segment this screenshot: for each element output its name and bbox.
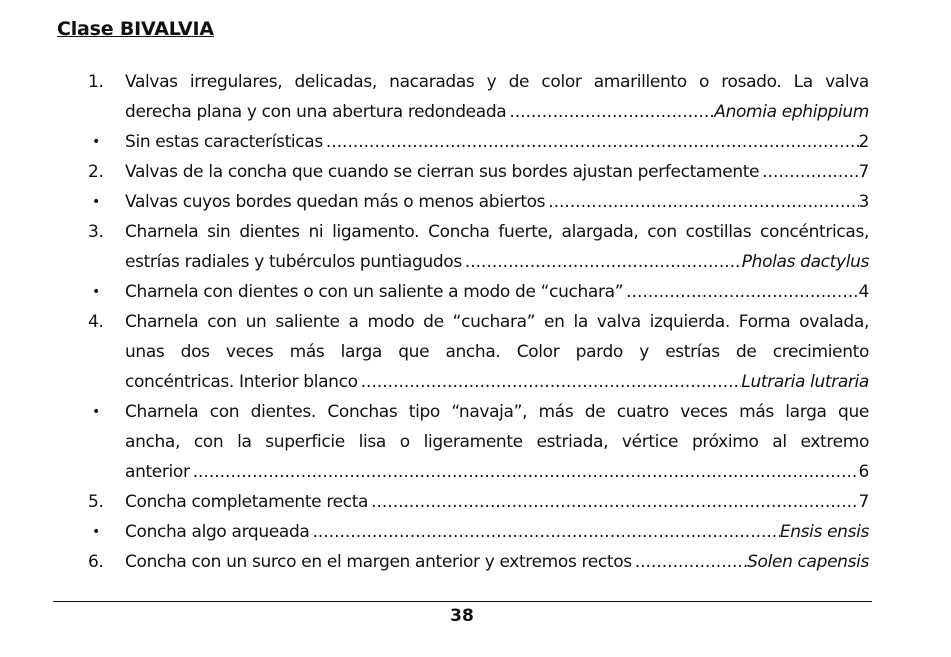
next-step-number: 2 bbox=[858, 132, 869, 152]
dot-leader bbox=[368, 487, 858, 517]
key-entry bbox=[88, 397, 869, 487]
species-name: Pholas dactylus bbox=[741, 252, 869, 272]
key-entry bbox=[88, 157, 869, 187]
dot-leader bbox=[309, 517, 779, 547]
entry-number: 4. bbox=[88, 312, 104, 332]
dot-leader bbox=[545, 187, 858, 217]
next-step-number: 7 bbox=[858, 162, 869, 182]
next-step-number: 7 bbox=[858, 492, 869, 512]
dot-leader bbox=[506, 97, 714, 127]
entry-description-end: Charnela con dientes o con un saliente a modo de “cuchara” bbox=[125, 282, 624, 302]
entry-description-line: Valvas irregulares, delicadas, nacaradas y de color amarillento o rosado. La valva bbox=[125, 72, 869, 92]
bullet-marker: • bbox=[92, 404, 100, 420]
key-entry bbox=[88, 127, 869, 157]
page-title: Clase BIVALVIA bbox=[57, 18, 214, 40]
entry-number: 3. bbox=[88, 222, 104, 242]
dot-leader bbox=[632, 547, 747, 577]
bullet-marker: • bbox=[92, 194, 100, 210]
entry-description-line: unas dos veces más larga que ancha. Color pardo y estrías de crecimiento bbox=[125, 342, 869, 362]
entry-description-line: Charnela sin dientes ni ligamento. Concha fuerte, alargada, con costillas concéntricas, bbox=[125, 222, 869, 242]
key-entry bbox=[88, 67, 869, 127]
entry-description-end: anterior bbox=[125, 462, 190, 482]
entry-description-line: Charnela con dientes. Conchas tipo “navaja”, más de cuatro veces más larga que bbox=[125, 402, 869, 422]
entry-description-end: Concha con un surco en el margen anterior y extremos rectos bbox=[125, 552, 632, 572]
entry-number: 6. bbox=[88, 552, 104, 572]
species-name: Ensis ensis bbox=[779, 522, 869, 542]
dot-leader bbox=[323, 127, 859, 157]
identification-key bbox=[88, 67, 869, 577]
entry-description-end: Valvas cuyos bordes quedan más o menos abiertos bbox=[125, 192, 546, 212]
bullet-marker: • bbox=[92, 524, 100, 540]
bullet-marker: • bbox=[92, 284, 100, 300]
next-step-number: 4 bbox=[858, 282, 869, 302]
dot-leader bbox=[358, 367, 742, 397]
dot-leader bbox=[759, 157, 858, 187]
entry-description-line: Charnela con un saliente a modo de “cuchara” en la valva izquierda. Forma ovalada, bbox=[125, 312, 869, 332]
dot-leader bbox=[190, 457, 859, 487]
entry-description-end: Valvas de la concha que cuando se cierran sus bordes ajustan perfectamente bbox=[125, 162, 760, 182]
key-entry bbox=[88, 517, 869, 547]
species-name: Solen capensis bbox=[747, 552, 869, 572]
next-step-number: 3 bbox=[858, 192, 869, 212]
entry-number: 2. bbox=[88, 162, 104, 182]
bullet-marker: • bbox=[92, 134, 100, 150]
next-step-number: 6 bbox=[858, 462, 869, 482]
key-entry bbox=[88, 307, 869, 397]
entry-number: 5. bbox=[88, 492, 104, 512]
key-entry bbox=[88, 217, 869, 277]
entry-description-end: derecha plana y con una abertura redondeada bbox=[125, 102, 507, 122]
footer-rule bbox=[53, 601, 872, 602]
entry-description-end: estrías radiales y tubérculos puntiagudos bbox=[125, 252, 462, 272]
entry-description-line: ancha, con la superficie lisa o ligeramente estriada, vértice próximo al extremo bbox=[125, 432, 869, 452]
key-entry bbox=[88, 547, 869, 577]
page-number: 38 bbox=[450, 606, 474, 626]
species-name: Anomia ephippium bbox=[714, 102, 869, 122]
entry-description-end: Sin estas características bbox=[125, 132, 323, 152]
entry-description-end: Concha algo arqueada bbox=[125, 522, 310, 542]
key-entry bbox=[88, 187, 869, 217]
key-entry bbox=[88, 487, 869, 517]
dot-leader bbox=[623, 277, 858, 307]
key-entry bbox=[88, 277, 869, 307]
dot-leader bbox=[462, 247, 742, 277]
species-name: Lutraria lutraria bbox=[741, 372, 869, 392]
entry-number: 1. bbox=[88, 72, 104, 92]
entry-description-end: Concha completamente recta bbox=[125, 492, 369, 512]
entry-description-end: concéntricas. Interior blanco bbox=[125, 372, 358, 392]
